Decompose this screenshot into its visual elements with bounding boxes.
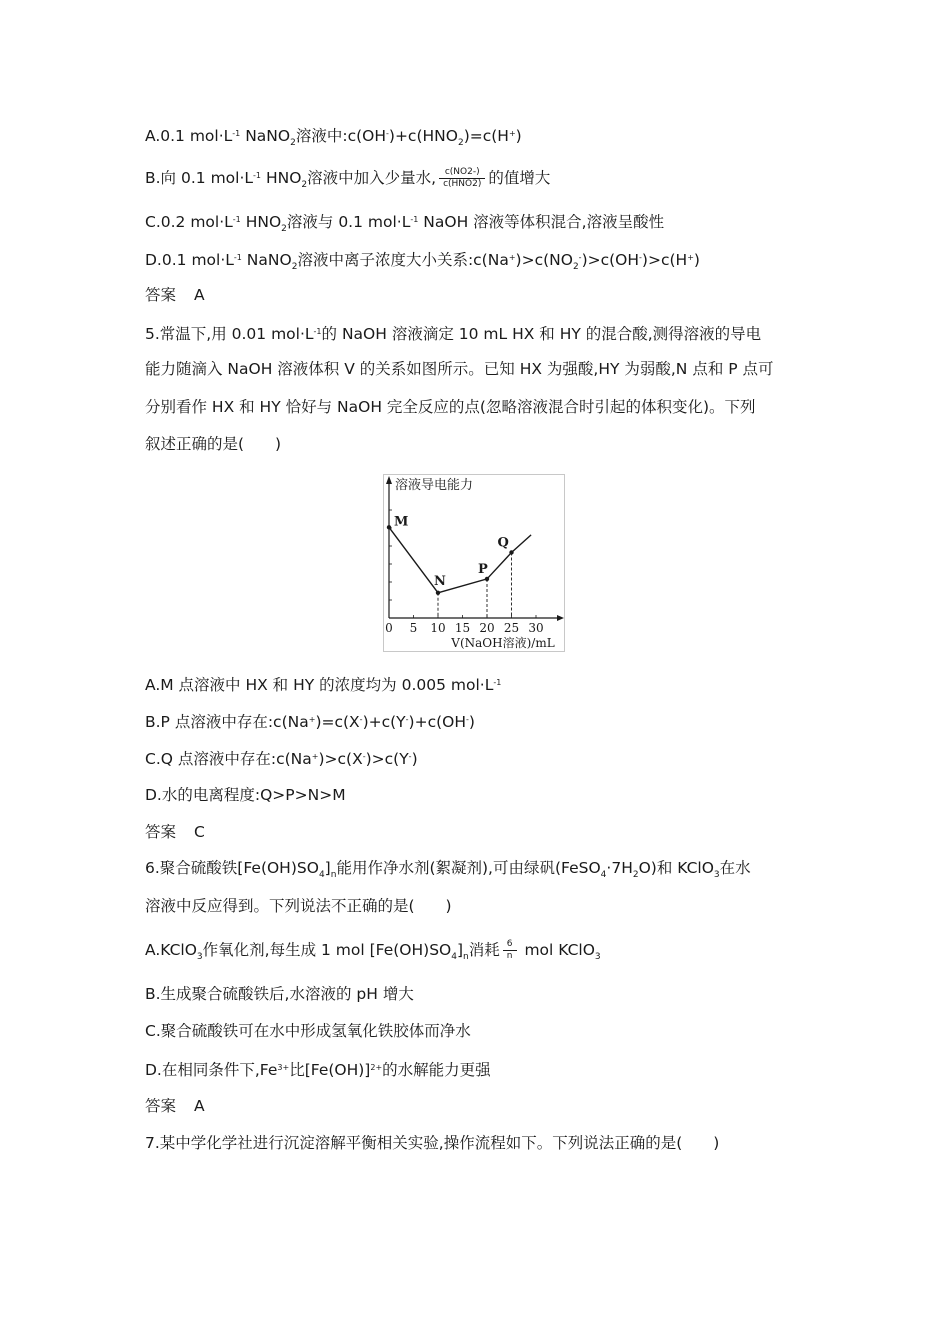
q5-option-a: A.M 点溶液中 HX 和 HY 的浓度均为 0.005 $mol\cdot L^{-1}$ [145,676,502,694]
point-label-n: N [434,573,446,589]
q7-stem-line-1: 7.某中学化学社进行沉淀溶解平衡相关实验,操作流程如下。下列说法正确的是( ) [145,1134,720,1152]
q5-stem-line-1: 5.常温下,用 0.01 $mol\cdot L^{-1}$的 NaOH 溶液滴定 10 mL HX 和 HY 的混合酸,测得溶液的导电 [145,325,762,343]
x-tick-label: 25 [503,621,520,635]
x-tick-label: 20 [479,621,495,635]
q6-option-a: A.KClO$_3$作氧化剂,每生成 1 mol $[Fe(OH)SO_4]_n$消耗 $\frac{6}{n}$ mol KClO$_3$ [145,939,601,962]
point-label-p: P [478,561,488,577]
x-tick-label: 5 [409,621,418,635]
answer-value: A [194,286,205,304]
point-p [485,577,489,581]
q4-option-c: C.0.2 $mol\cdot L^{-1}$ $HNO_2$溶液与 0.1 $mol\cdot L^{-1}$ NaOH 溶液等体积混合,溶液呈酸性 [145,213,665,234]
answer-value: C [194,823,205,841]
x-tick-label: 15 [454,621,471,635]
q5-stem-line-2: 能力随滴入 NaOH 溶液体积 V 的关系如图所示。已知 HX 为强酸,HY 为弱酸,N 点和 P 点可 [145,360,774,378]
q4-option-b: B.向 0.1 $mol\cdot L^{-1}$ $HNO_2$溶液中加入少量水, $\frac{c(NO2-)}{\text{c(HNO2)}}$ 的值增大 [145,167,551,190]
answer-label: 答案 [145,823,177,841]
q4-option-a: A.0.1 $mol\cdot L^{-1}$ NaNO$_2$溶液中$:c(OH^-)+c(HNO_2)=c(H^+)$ [145,127,522,148]
fraction [439,167,485,190]
q5-stem-line-4: 叙述正确的是( ) [145,435,282,453]
q6-stem-line-2: 溶液中反应得到。下列说法不正确的是( ) [145,897,452,915]
fraction: $\frac{6}{n}$ [503,939,517,962]
q6-answer [145,1095,205,1117]
point-q [509,550,513,554]
y-axis-label: 溶液导电能力 [395,478,474,493]
chart-svg [383,474,565,652]
x-tick-label: 0 [385,621,393,635]
point-label-q: Q [497,535,509,551]
fraction-numerator: c(NO2-) [439,167,485,179]
q4-option-b-suffix: 的值增大 [488,169,551,187]
point-m [387,525,391,529]
q6-option-b: B.生成聚合硫酸铁后,水溶液的 pH 增大 [145,985,414,1003]
q5-option-c: C.Q 点溶液中存在:c(Na+)>c(X-)>c(Y-) [145,750,418,768]
answer-label: 答案 [145,1097,177,1115]
answer-value: A [194,1097,205,1115]
q6-option-c: C.聚合硫酸铁可在水中形成氢氧化铁胶体而净水 [145,1022,471,1040]
conductivity-chart [383,474,565,652]
q4-option-d: D.0.1 $mol\cdot L^{-1}$ NaNO$_2$溶液中离子浓度大小关系$:c(Na^+)>c(NO_2^-)>c(OH^-)>c(H^+)$ [145,251,700,272]
x-tick-label: 30 [528,621,544,635]
q6-option-d: D.在相同条件下$,Fe^{3+}$比$[Fe(OH)]^{2+}$的水解能力更强 [145,1061,491,1079]
x-tick-label: 10 [430,621,446,635]
q5-option-b: B.P 点溶液中存在:c(Na+)=c(X-)+c(Y-)+c(OH-) [145,713,475,731]
point-label-m: M [394,514,409,530]
q5-stem-line-3: 分别看作 HX 和 HY 恰好与 NaOH 完全反应的点(忽略溶液混合时引起的体积变化)。下列 [145,398,756,416]
q5-answer [145,821,205,843]
q4-answer [145,284,205,306]
answer-label: 答案 [145,286,177,304]
x-axis-label: V(NaOH溶液)/mL [451,636,555,650]
q5-option-d: D.水的电离程度:Q>P>N>M [145,786,346,804]
q6-stem-line-1: 6.聚合硫酸铁$[Fe(OH)SO_4]_n$能用作净水剂(絮凝剂),可由绿矾$(FeSO_4\cdot 7H_2O)$和 KClO$_3$在水 [145,859,751,880]
fraction-denominator: c(HNO2) [443,179,482,189]
point-n [436,591,440,595]
